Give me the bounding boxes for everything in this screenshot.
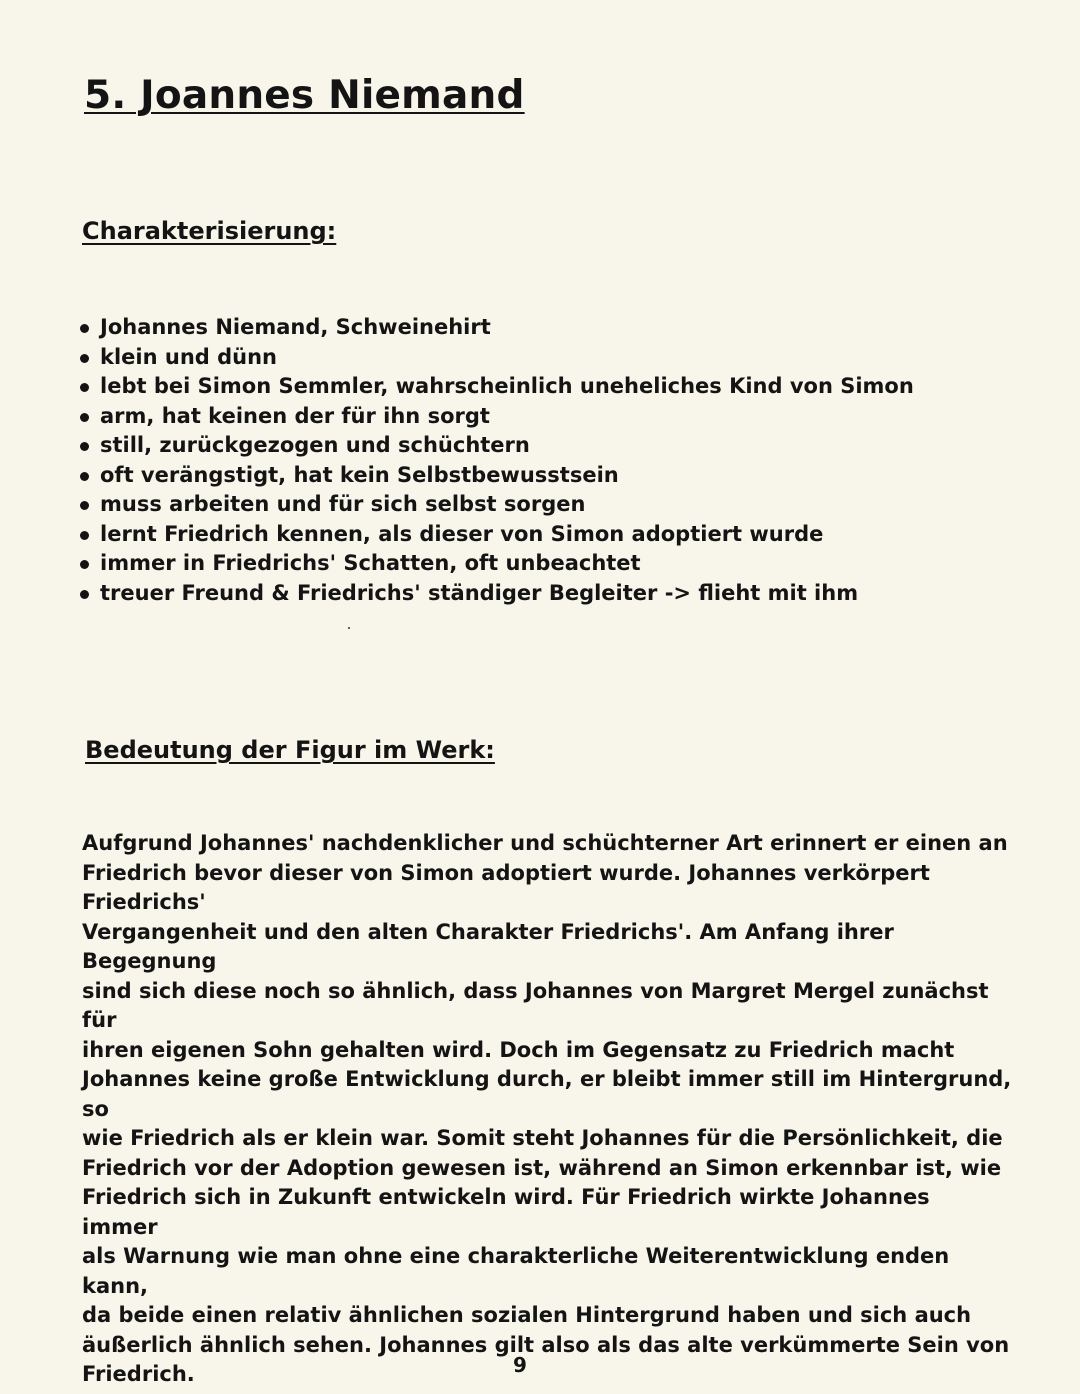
paragraph-line: sind sich diese noch so ähnlich, dass Johannes von Margret Mergel zunächst für: [82, 978, 989, 1032]
page-number: 9: [513, 1353, 527, 1377]
characterization-list: [78, 313, 914, 608]
list-item: treuer Freund & Friedrichs' ständiger Begleiter -> flieht mit ihm: [78, 579, 914, 609]
paragraph-line: Aufgrund Johannes' nachdenklicher und schüchterner Art erinnert er einen an: [82, 831, 1008, 855]
characterization-heading: Charakterisierung:: [82, 217, 337, 245]
paragraph-line: Friedrich bevor dieser von Simon adoptiert wurde. Johannes verkörpert Friedrichs': [82, 860, 930, 914]
paragraph-line: Vergangenheit und den alten Charakter Friedrichs'. Am Anfang ihrer Begegnung: [82, 919, 894, 973]
significance-paragraph: [82, 829, 1012, 1390]
significance-heading: Bedeutung der Figur im Werk:: [85, 736, 495, 764]
list-item: muss arbeiten und für sich selbst sorgen: [78, 490, 914, 520]
list-item: immer in Friedrichs' Schatten, oft unbeachtet: [78, 549, 914, 579]
paragraph-line: da beide einen relativ ähnlichen sozialen Hintergrund haben und sich auch: [82, 1303, 972, 1327]
page-title: 5. Joannes Niemand: [84, 73, 525, 118]
list-item: klein und dünn: [78, 343, 914, 373]
list-item: still, zurückgezogen und schüchtern: [78, 431, 914, 461]
list-item: Johannes Niemand, Schweinehirt: [78, 313, 914, 343]
paragraph-line: Friedrich vor der Adoption gewesen ist, während an Simon erkennbar ist, wie: [82, 1155, 1002, 1180]
paragraph-line: Friedrich.: [82, 1362, 195, 1386]
paragraph-line: wie Friedrich als er klein war. Somit steht Johannes für die Persönlichkeit, die: [82, 1126, 1003, 1150]
paragraph-line: als Warnung wie man ohne eine charakterliche Weiterentwicklung enden kann,: [82, 1244, 950, 1298]
list-item: arm, hat keinen der für ihn sorgt: [78, 402, 914, 432]
paragraph-line: Johannes keine große Entwicklung durch, er bleibt immer still im Hintergrund, so: [82, 1067, 1012, 1121]
paragraph-line: ihren eigenen Sohn gehalten wird. Doch im Gegensatz zu Friedrich macht: [82, 1037, 955, 1062]
paragraph-line: Friedrich sich in Zukunft entwickeln wird. Für Friedrich wirkte Johannes immer: [82, 1185, 930, 1239]
paragraph-line: äußerlich ähnlich sehen. Johannes gilt also als das alte verkümmerte Sein von: [82, 1332, 1010, 1357]
list-item: lernt Friedrich kennen, als dieser von Simon adoptiert wurde: [78, 520, 914, 550]
list-item: oft verängstigt, hat kein Selbstbewusstsein: [78, 461, 914, 491]
list-item: lebt bei Simon Semmler, wahrscheinlich uneheliches Kind von Simon: [78, 372, 914, 402]
decorative-dot: [348, 627, 350, 629]
